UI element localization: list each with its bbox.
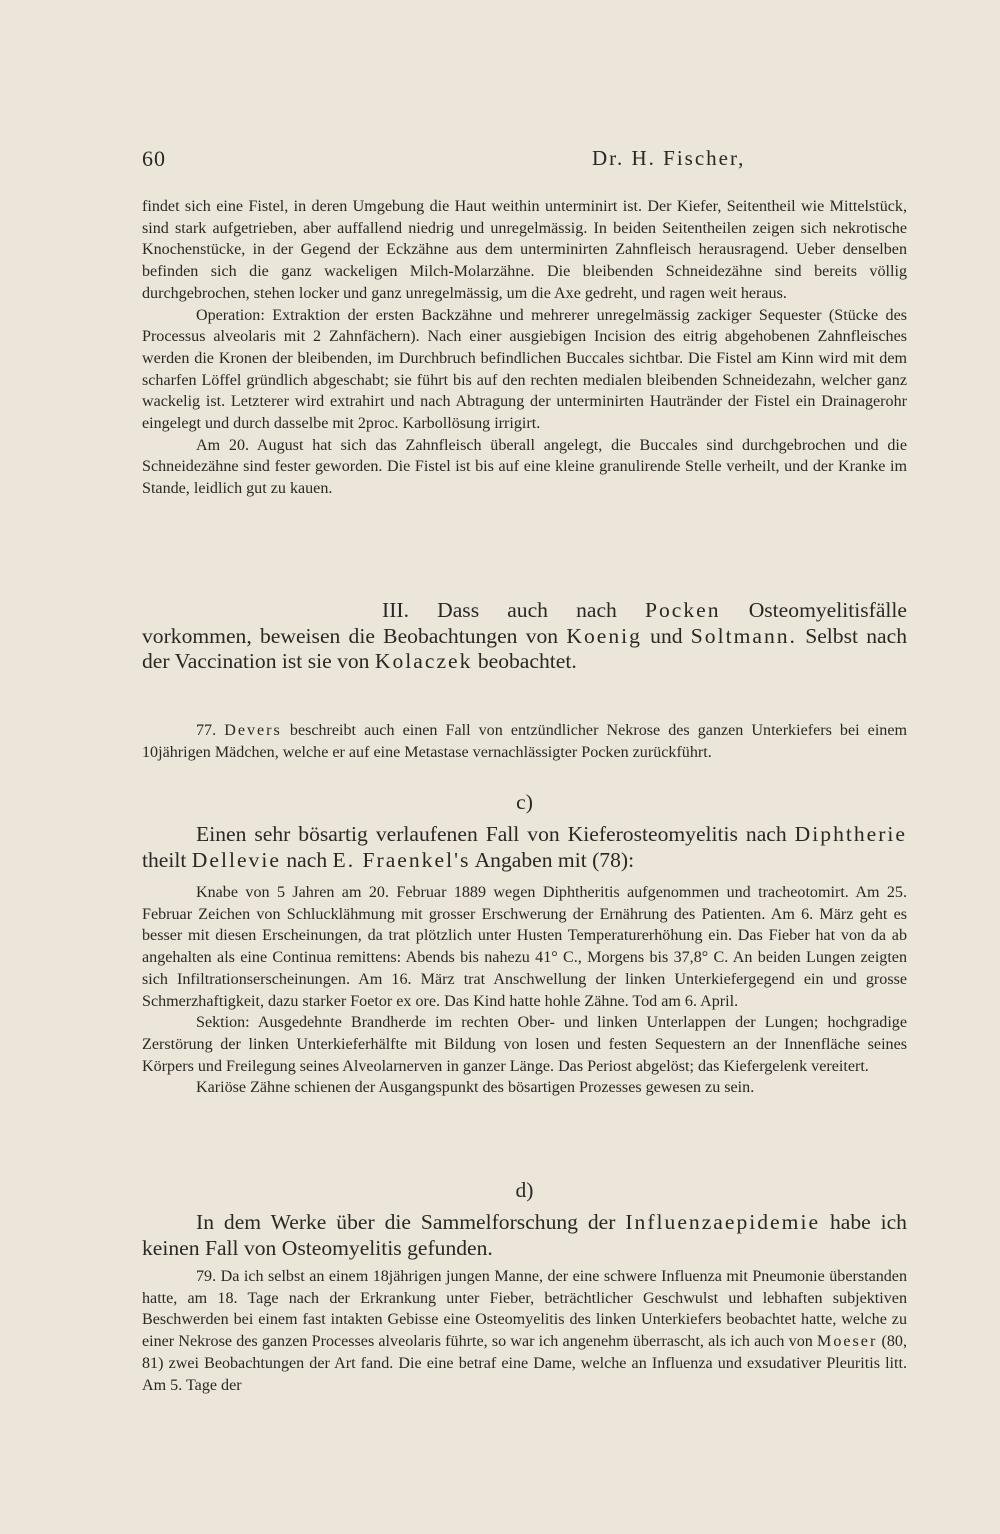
author-kolaczek: Kolaczek	[374, 649, 473, 674]
section-c-text3: nach	[286, 847, 328, 872]
section-d-label: d)	[515, 1178, 534, 1202]
section-iii-text3: beobachtet.	[477, 649, 577, 674]
disease-pocken: Pocken	[644, 598, 721, 622]
author-dellevie: Dellevie	[191, 847, 281, 872]
case-79-text: 79. Da ich selbst an einem 18jährigen jungen Manne, der eine schwere Influenza mit Pneumonie überstanden hatte, am 18. Tage nach der Erkrankung unter Fieber, beträchtlicher Geschwulst und lebhaften subjektiven Beschwerden bei einem fast intakten Gebisse eine Osteomyelitis des linken Unterkiefers beobachtet hatte, welche zu einer Nekrose des ganzen Processes alveolaris führte, so war ich angenehm überrascht, als ich auch von	[142, 1268, 907, 1351]
case-78-paragraph: Knabe von 5 Jahren am 20. Februar 1889 wegen Diphtheritis aufgenommen und tracheotomirt. Am 25. Februar Zeichen von Schlucklähmung mit grosser Erschwerung der Ernährung des Patienten. Am 6. März geht es besser mit diesen Erscheinungen, da trat plötzlich unter Husten Temperaturerhöhung ein. Das Fieber hat von da ab angehalten als eine Continua remittens: Abends bis nahezu 41° C., Morgens bis 37,8° C. An beiden Lungen zeigten sich Infiltrationserscheinungen. Am 16. März trat Anschwellung der linken Unterkiefergegend ein und grosse Schmerzhaftigkeit, dazu starker Foetor ex ore. Das Kind hatte hohle Zähne. Tod am 6. April.	[142, 884, 907, 1010]
page-header	[142, 146, 907, 176]
case-description: findet sich eine Fistel, in deren Umgebung die Haut weithin unterminirt ist. Der Kiefer, Seitentheil wie Mittelstück, sind stark aufgetrieben, aber auffallend niedrig und unregelmässig. In beiden Seitentheilen zeigen sich nekrotische Knochenstücke, in der Gegend der Eckzähne aus dem unterminirten Zahnfleisch herausragend. Ueber denselben befinden sich die ganz wackeligen Milch-Molarzähne. Die bleibenden Schneidezähne sind bereits völlig durchgebrochen, stehen locker und ganz unregelmässig, um die Axe gedreht, und ragen weit heraus.	[142, 198, 907, 302]
section-iii	[142, 598, 907, 675]
running-title: Dr. H. Fischer,	[592, 146, 746, 170]
disease-influenza: Influenzaepidemie	[625, 1210, 821, 1234]
author-soltmann: Soltmann.	[690, 623, 797, 648]
author-koenig: Koenig	[566, 623, 642, 648]
section-c-text2: theilt	[142, 847, 187, 872]
case-number: 77.	[196, 722, 217, 739]
section-numeral: III.	[382, 598, 409, 622]
author-fraenkel: E. Fraenkel's	[332, 847, 471, 872]
section-c-text4: Angaben mit (78):	[474, 847, 635, 872]
case-78	[142, 882, 907, 1099]
case-77-text: beschreibt auch einen Fall von entzündlicher Nekrose des ganzen Unterkiefers bei einem 10jährigen Mädchen, welche er auf eine Metastase vernachlässigter Pocken zurückführt.	[142, 722, 907, 761]
case-77-paragraph	[142, 720, 907, 763]
section-c	[142, 822, 907, 873]
disease-diphtherie: Diphtherie	[794, 822, 908, 846]
case-79-paragraph	[142, 1266, 907, 1396]
conjunction: und	[650, 623, 683, 648]
case-79	[142, 1266, 907, 1396]
sektion-paragraph: Sektion: Ausgedehnte Brandherde im rechten Ober- und linken Unterlappen der Lungen; hochgradige Zerstörung der linken Unterkieferhälfte mit Bildung von losen und festen Sequestern an der Innenfläche seines Körpers und Freilegung seines Alveolarnerven in ganzer Länge. Das Periost abgelöst; das Kiefergelenk vereitert.	[142, 1014, 907, 1075]
section-iii-paragraph	[142, 598, 907, 675]
operation-paragraph: Operation: Extraktion der ersten Backzähne und mehrerer unregelmässig zackiger Sequester (Stücke des Processus alveolaris mit 2 Zahnfächern). Nach einer ausgiebigen Incision des eitrig abgehobenen Zahnfleisches werden die Kronen der bleibenden, im Durchbruch befindlichen Buccales sichtbar. Die Fistel am Kinn wird mit dem scharfen Löffel gründlich abgeschabt; sie führt bis auf den rechten medialen bleibenden Schneidezahn, welcher ganz wackelig ist. Letzterer wird extrahirt und nach Abtragung der unterminirten Hautränder der Fistel ein Drainagerohr eingelegt und durch dasselbe mit 2proc. Karbollösung irrigirt.	[142, 306, 907, 433]
author-devers: Devers	[224, 722, 282, 739]
section-c-text1: Einen sehr bösartig verlaufenen Fall von Kieferosteomyelitis nach	[196, 822, 787, 846]
kariose-paragraph: Kariöse Zähne schienen der Ausgangspunkt des bösartigen Prozesses gewesen zu sein.	[196, 1079, 755, 1097]
author-moeser: Moeser	[817, 1333, 878, 1351]
section-c-label: c)	[516, 790, 533, 814]
section-d	[142, 1210, 907, 1261]
section-iii-text: Osteomyelitisfälle vorkommen, beweisen die Beobachtungen von	[142, 598, 908, 648]
followup-paragraph: Am 20. August hat sich das Zahnfleisch überall angelegt, die Buccales sind durchgebrochen und die Schneidezähne sind fester geworden. Die Fistel ist bis auf eine kleine granulirende Stelle verheilt, und der Kranke im Stande, leidlich gut zu kauen.	[142, 436, 907, 498]
section-c-paragraph	[142, 822, 907, 873]
case-79-text2: (80, 81) zwei Beobachtungen der Art fand. Die eine betraf eine Dame, welche an Influenza und exsudativer Pleuritis litt. Am 5. Tage der	[142, 1333, 908, 1394]
section-d-paragraph	[142, 1210, 907, 1261]
section-iii-text2: Selbst nach der Vaccination ist sie von	[142, 623, 907, 674]
case-continuation	[142, 196, 907, 500]
case-77	[142, 720, 907, 763]
section-d-text2: habe ich keinen Fall von Osteomyelitis gefunden.	[142, 1210, 907, 1260]
section-d-text1: In dem Werke über die Sammelforschung der	[196, 1210, 616, 1234]
page-number: 60	[142, 146, 166, 171]
section-iii-lead: Dass auch nach	[437, 598, 617, 622]
